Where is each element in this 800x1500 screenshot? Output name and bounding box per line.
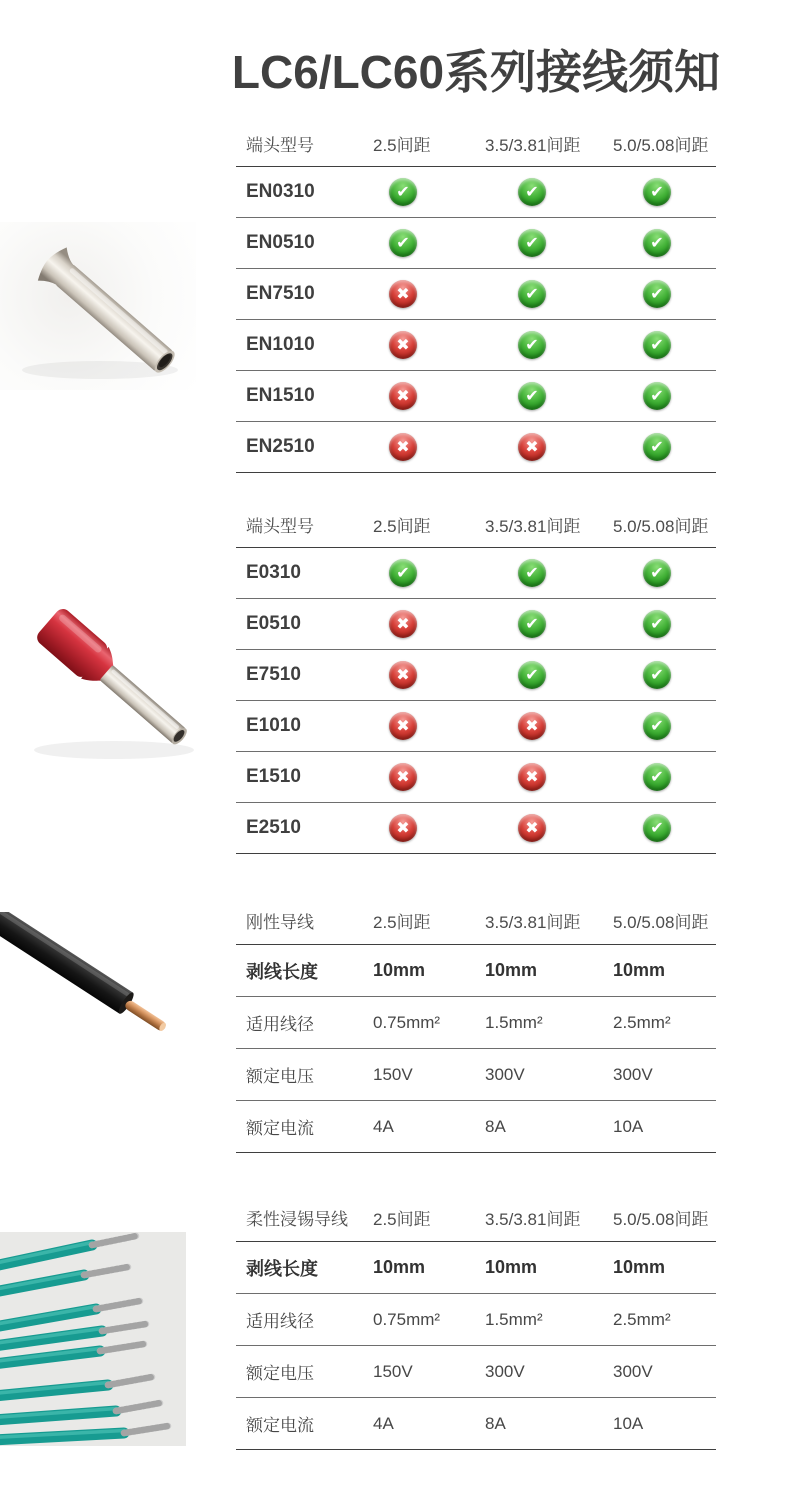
- spec-value: 1.5mm²: [485, 1309, 543, 1329]
- status-icon: ✔: [518, 610, 546, 638]
- status-icon: ✔: [643, 331, 671, 359]
- status-icon: ✖: [518, 433, 546, 461]
- column-header: 3.5/3.81间距: [485, 516, 581, 536]
- status-icon: ✔: [518, 559, 546, 587]
- spec-label: 剥线长度: [246, 961, 318, 982]
- model-label: EN1010: [246, 334, 315, 355]
- status-icon: ✔: [643, 559, 671, 587]
- table-row: [236, 752, 716, 803]
- table-row: [236, 599, 716, 650]
- model-label: EN0510: [246, 232, 315, 253]
- table-row: [236, 1346, 716, 1398]
- table-row: [236, 1101, 716, 1153]
- status-icon: ✔: [643, 610, 671, 638]
- status-icon: ✖: [389, 433, 417, 461]
- status-icon: ✔: [643, 661, 671, 689]
- table-row: [236, 218, 716, 269]
- spec-value: 300V: [613, 1361, 653, 1381]
- column-header: 2.5间距: [373, 135, 431, 155]
- model-label: EN7510: [246, 283, 315, 304]
- column-header: 端头型号: [246, 516, 314, 536]
- column-header: 5.0/5.08间距: [613, 913, 709, 932]
- status-icon: ✖: [389, 661, 417, 689]
- column-header: 2.5间距: [373, 913, 431, 932]
- spec-table-flexible-tinned-wire: [236, 1194, 716, 1450]
- table-row: [236, 320, 716, 371]
- column-header: 5.0/5.08间距: [613, 516, 709, 536]
- spec-value: 300V: [485, 1361, 525, 1381]
- table-row: [236, 650, 716, 701]
- spec-value: 10mm: [613, 1257, 666, 1277]
- red-insulated-ferrule-photo: [6, 592, 210, 768]
- table-row: [236, 422, 716, 473]
- spec-value: 0.75mm²: [373, 1309, 441, 1329]
- spec-value: 300V: [485, 1064, 525, 1084]
- spec-value: 150V: [373, 1064, 413, 1084]
- spec-label: 额定电流: [246, 1416, 314, 1435]
- spec-value: 8A: [485, 1413, 506, 1433]
- status-icon: ✔: [389, 178, 417, 206]
- status-icon: ✖: [518, 763, 546, 791]
- spec-value: 2.5mm²: [613, 1309, 671, 1329]
- status-icon: ✔: [389, 559, 417, 587]
- column-header: 5.0/5.08间距: [613, 1210, 709, 1229]
- status-icon: ✖: [518, 712, 546, 740]
- status-icon: ✔: [643, 280, 671, 308]
- model-label: E0510: [246, 613, 301, 634]
- column-header: 5.0/5.08间距: [613, 135, 709, 155]
- spec-table-rigid-wire: [236, 897, 716, 1153]
- spec-value: 0.75mm²: [373, 1012, 441, 1032]
- spec-label: 额定电流: [246, 1119, 314, 1138]
- status-icon: ✔: [643, 178, 671, 206]
- status-icon: ✔: [518, 661, 546, 689]
- status-icon: ✖: [389, 280, 417, 308]
- table-header: [236, 120, 716, 167]
- page-title: LC6/LC60系列接线须知: [231, 46, 721, 98]
- spec-label: 剥线长度: [246, 1258, 318, 1279]
- table-row: [236, 269, 716, 320]
- status-icon: ✖: [389, 382, 417, 410]
- spec-label: 适用线径: [246, 1312, 314, 1331]
- status-icon: ✔: [643, 433, 671, 461]
- spec-value: 10A: [613, 1413, 644, 1433]
- model-label: EN2510: [246, 436, 315, 457]
- table-row: [236, 548, 716, 599]
- status-icon: ✔: [643, 763, 671, 791]
- spec-value: 10mm: [373, 960, 426, 980]
- table-header: [236, 1194, 716, 1242]
- status-icon: ✔: [643, 382, 671, 410]
- bare-ferrule-photo: [0, 222, 196, 390]
- model-label: E1510: [246, 766, 301, 787]
- black-rigid-wire-photo: [0, 912, 200, 1060]
- table-row: [236, 1242, 716, 1294]
- status-icon: ✔: [389, 229, 417, 257]
- column-header: 端头型号: [246, 135, 314, 155]
- status-icon: ✖: [389, 610, 417, 638]
- spec-value: 4A: [373, 1413, 394, 1433]
- model-label: E2510: [246, 817, 301, 838]
- status-icon: ✖: [389, 712, 417, 740]
- table-row: [236, 371, 716, 422]
- status-icon: ✔: [643, 712, 671, 740]
- spec-value: 1.5mm²: [485, 1012, 543, 1032]
- status-icon: ✔: [518, 382, 546, 410]
- column-header: 刚性导线: [246, 913, 314, 932]
- table-row: [236, 167, 716, 218]
- spec-value: 150V: [373, 1361, 413, 1381]
- spec-value: 10mm: [373, 1257, 426, 1277]
- column-header: 3.5/3.81间距: [485, 135, 581, 155]
- status-icon: ✖: [518, 814, 546, 842]
- status-icon: ✔: [518, 280, 546, 308]
- column-header: 柔性浸锡导线: [246, 1210, 348, 1229]
- spec-value: 10mm: [485, 1257, 538, 1277]
- spec-value: 10mm: [613, 960, 666, 980]
- table-header: [236, 897, 716, 945]
- spec-value: 2.5mm²: [613, 1012, 671, 1032]
- column-header: 2.5间距: [373, 516, 431, 536]
- model-label: E0310: [246, 562, 301, 583]
- table-row: [236, 803, 716, 854]
- spec-label: 额定电压: [246, 1067, 314, 1086]
- spec-label: 额定电压: [246, 1364, 314, 1383]
- table-row: [236, 997, 716, 1049]
- status-icon: ✔: [518, 331, 546, 359]
- spec-value: 10mm: [485, 960, 538, 980]
- compatibility-table-e-series: [236, 501, 716, 854]
- model-label: E7510: [246, 664, 301, 685]
- model-label: E1010: [246, 715, 301, 736]
- model-label: EN0310: [246, 181, 315, 202]
- spec-value: 4A: [373, 1116, 394, 1136]
- teal-tinned-wires-photo: [0, 1232, 186, 1446]
- column-header: 3.5/3.81间距: [485, 1210, 581, 1229]
- status-icon: ✔: [518, 178, 546, 206]
- table-row: [236, 701, 716, 752]
- status-icon: ✔: [643, 229, 671, 257]
- status-icon: ✖: [389, 763, 417, 791]
- spec-value: 300V: [613, 1064, 653, 1084]
- table-row: [236, 945, 716, 997]
- status-icon: ✖: [389, 814, 417, 842]
- column-header: 3.5/3.81间距: [485, 913, 581, 932]
- status-icon: ✔: [518, 229, 546, 257]
- status-icon: ✖: [389, 331, 417, 359]
- table-row: [236, 1398, 716, 1450]
- compatibility-table-en-series: [236, 120, 716, 473]
- model-label: EN1510: [246, 385, 315, 406]
- column-header: 2.5间距: [373, 1210, 431, 1229]
- status-icon: ✔: [643, 814, 671, 842]
- spec-label: 适用线径: [246, 1015, 314, 1034]
- spec-value: 8A: [485, 1116, 506, 1136]
- table-row: [236, 1049, 716, 1101]
- table-header: [236, 501, 716, 548]
- table-row: [236, 1294, 716, 1346]
- spec-value: 10A: [613, 1116, 644, 1136]
